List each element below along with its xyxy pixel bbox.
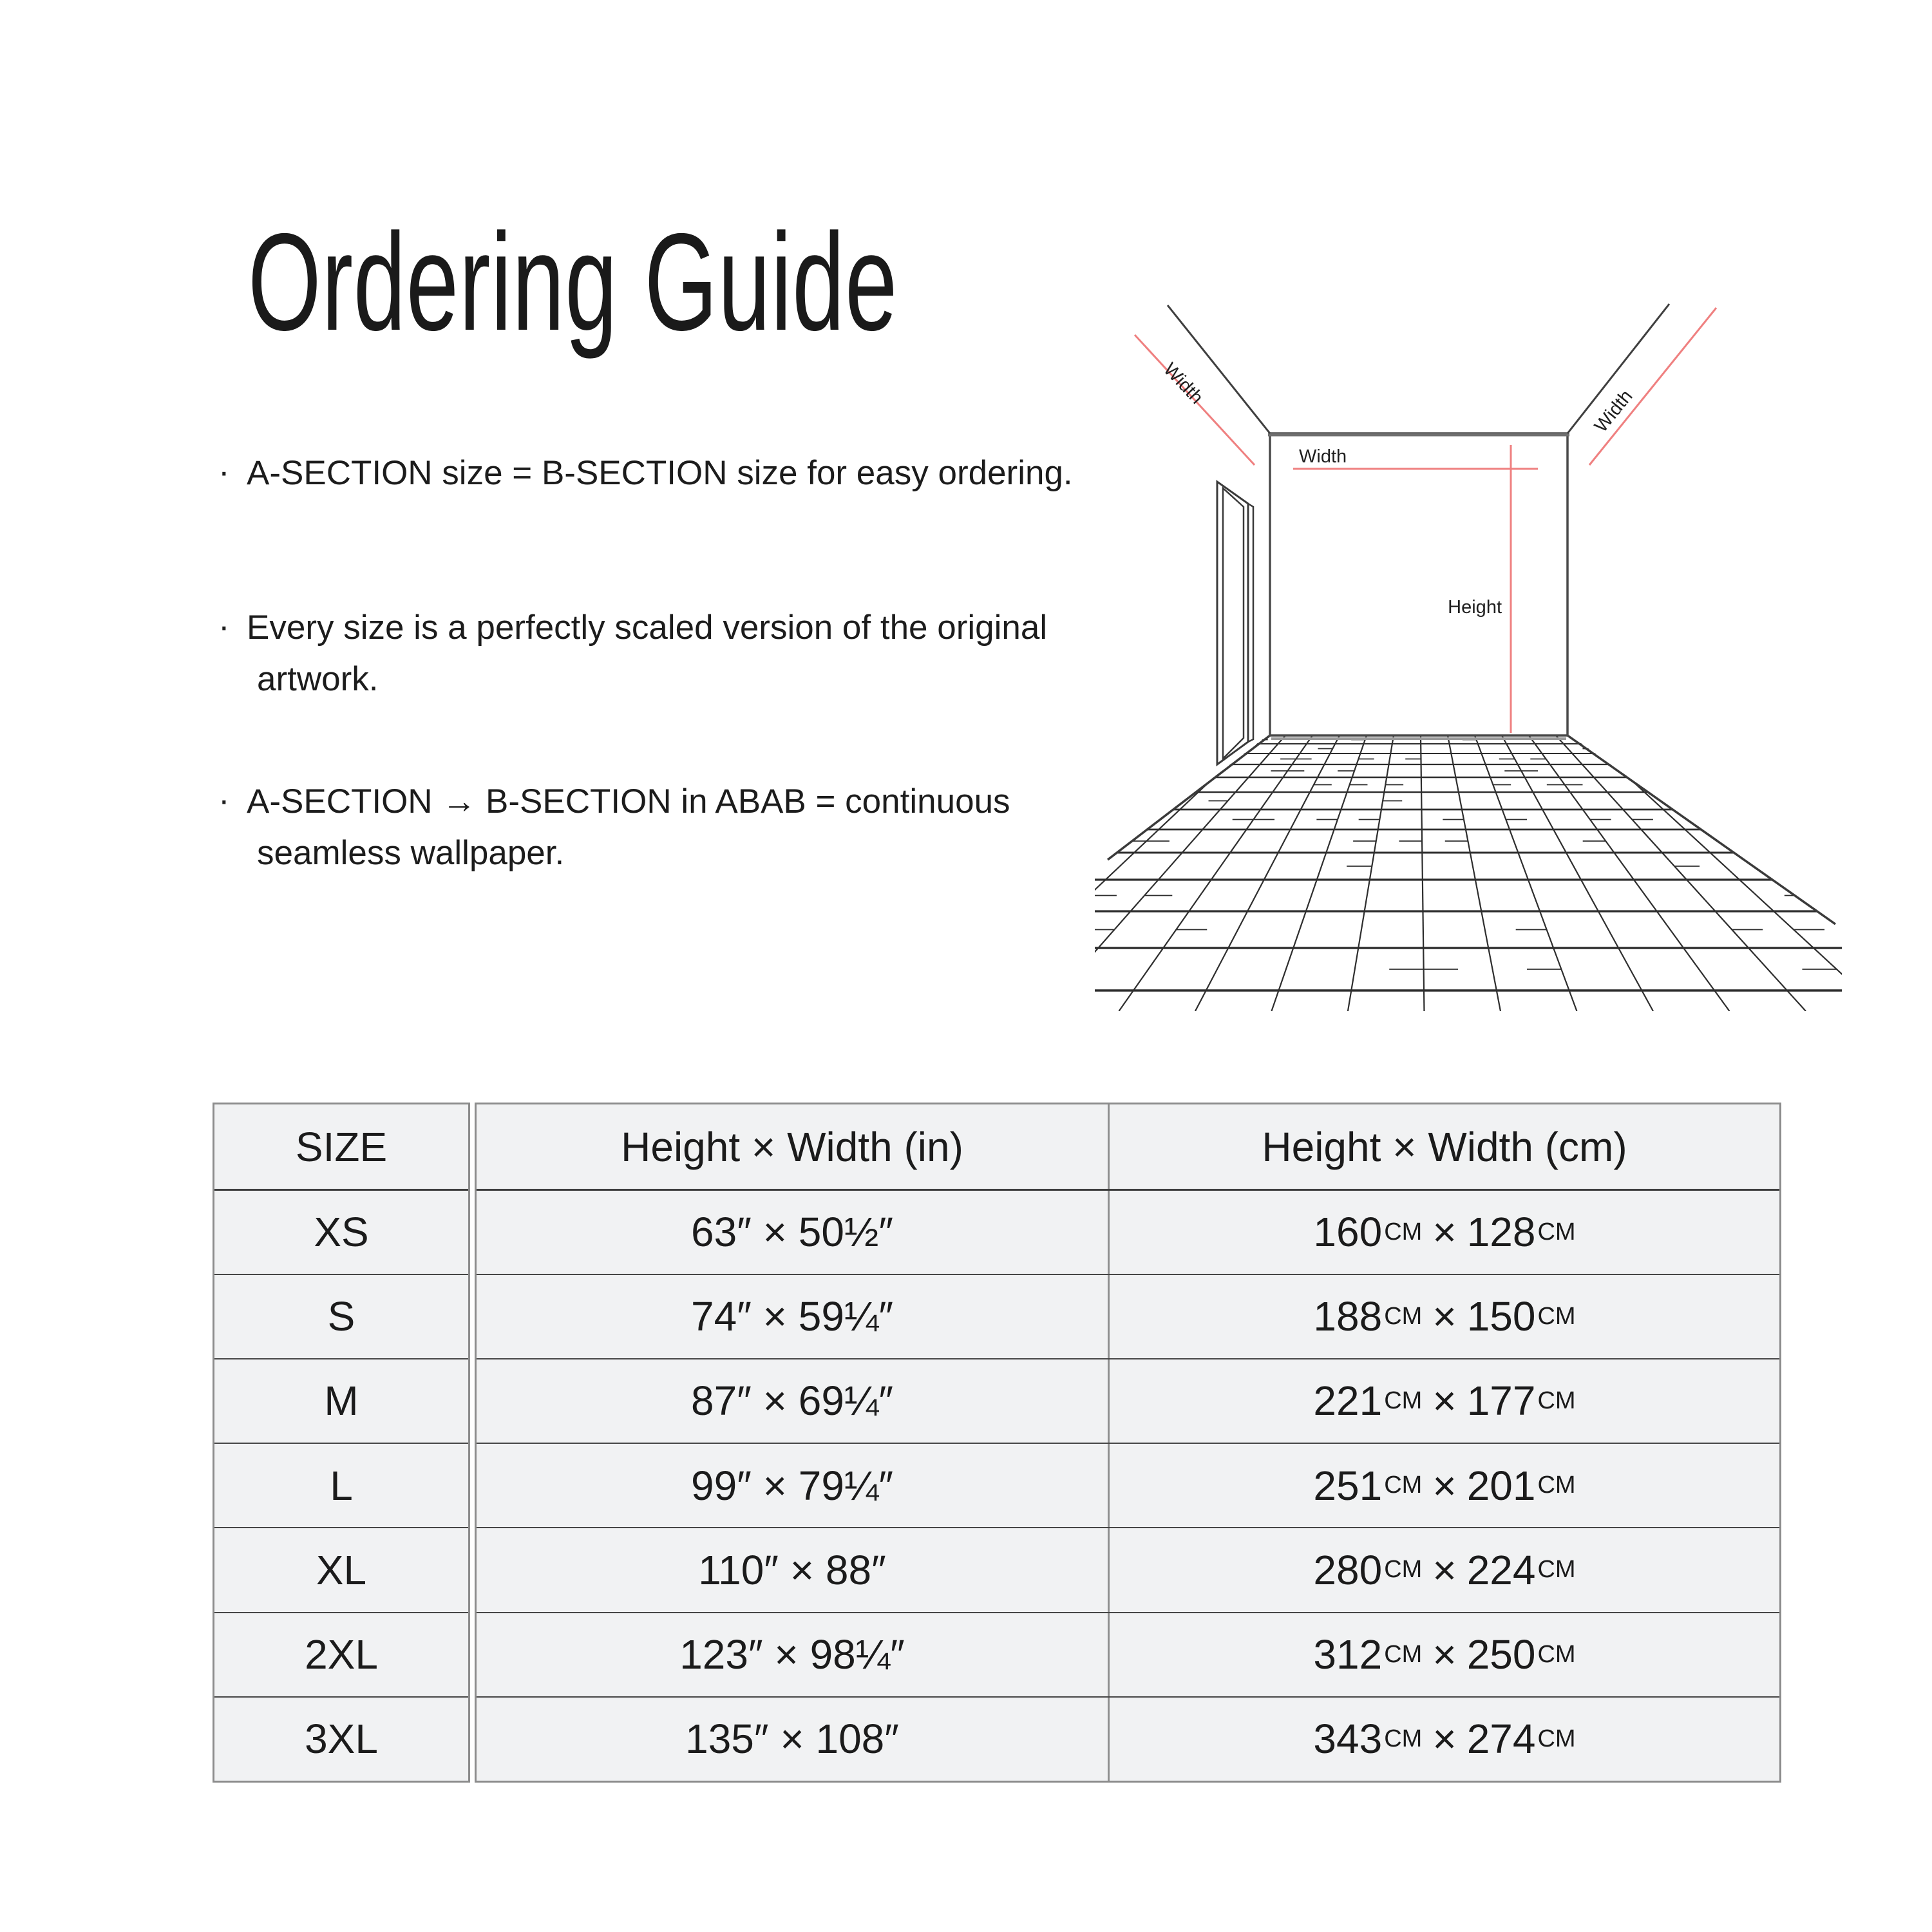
table-row xyxy=(477,1612,1779,1696)
cm-width-value: 177 xyxy=(1466,1378,1536,1425)
cm-unit: CM xyxy=(1537,1472,1576,1499)
cm-height-value: 251 xyxy=(1313,1462,1383,1509)
cm-unit: CM xyxy=(1537,1387,1576,1414)
bullet-dot: · xyxy=(218,607,230,645)
cm-width-value: 250 xyxy=(1466,1631,1536,1678)
cm-unit: CM xyxy=(1537,1218,1576,1245)
cm-unit: CM xyxy=(1537,1725,1576,1752)
cm-cell xyxy=(1110,1359,1779,1443)
inches-cell: 63″ × 50½″ xyxy=(477,1191,1110,1273)
bullet-1-line-1: A-SECTION size = B-SECTION size for easy ordering. xyxy=(247,454,1073,492)
bullet-item-3 xyxy=(209,776,1175,879)
table-row xyxy=(477,1274,1779,1358)
size-cell: 3XL xyxy=(305,1716,378,1763)
cm-unit: CM xyxy=(1384,1556,1423,1584)
width-label-back-wall: Width xyxy=(1299,446,1347,467)
size-cell: XL xyxy=(316,1546,367,1593)
inches-column-header: Height × Width (in) xyxy=(477,1104,1110,1189)
cm-unit: CM xyxy=(1537,1640,1576,1668)
bullet-item-2 xyxy=(209,602,1175,705)
cm-cell xyxy=(1110,1698,1779,1781)
cm-unit: CM xyxy=(1537,1302,1576,1330)
cm-width-value: 201 xyxy=(1466,1462,1536,1509)
cm-unit: CM xyxy=(1384,1387,1423,1414)
bullet-2-line-1: Every size is a perfectly scaled version of the original xyxy=(247,609,1048,647)
cm-height-value: 343 xyxy=(1313,1716,1383,1763)
cm-unit: CM xyxy=(1384,1302,1423,1330)
times-sign: × xyxy=(1432,1462,1457,1509)
cm-width-value: 150 xyxy=(1466,1293,1536,1340)
cm-width-value: 128 xyxy=(1466,1209,1536,1256)
cm-cell xyxy=(1110,1444,1779,1527)
table-row xyxy=(477,1527,1779,1611)
cm-cell xyxy=(1110,1191,1779,1273)
cm-unit: CM xyxy=(1384,1640,1423,1668)
cm-cell xyxy=(1110,1275,1779,1358)
inches-cell: 110″ × 88″ xyxy=(477,1528,1110,1611)
bullet-dot: · xyxy=(218,453,230,491)
cm-height-value: 221 xyxy=(1313,1378,1383,1425)
cm-unit: CM xyxy=(1384,1725,1423,1752)
size-cell: M xyxy=(324,1378,359,1425)
times-sign: × xyxy=(1432,1631,1457,1678)
inches-cell: 99″ × 79¼″ xyxy=(477,1444,1110,1527)
cm-height-value: 188 xyxy=(1313,1293,1383,1340)
table-row xyxy=(477,1443,1779,1527)
cm-height-value: 312 xyxy=(1313,1631,1383,1678)
cm-height-value: 160 xyxy=(1313,1209,1383,1256)
bullet-3-line-2: seamless wallpaper. xyxy=(257,834,565,872)
size-table-measurements xyxy=(475,1103,1781,1783)
inches-cell: 123″ × 98¼″ xyxy=(477,1613,1110,1696)
inches-cell: 74″ × 59¼″ xyxy=(477,1275,1110,1358)
table-row xyxy=(477,1189,1779,1273)
cm-cell xyxy=(1110,1613,1779,1696)
height-label: Height xyxy=(1448,597,1502,618)
floor-tile-pattern xyxy=(1095,735,1842,1011)
width-measure-line-right-wall xyxy=(1589,308,1716,465)
cm-unit: CM xyxy=(1537,1556,1576,1584)
left-wall-floor-junction xyxy=(1108,735,1270,860)
cm-cell xyxy=(1110,1528,1779,1611)
size-cell: L xyxy=(330,1462,353,1509)
width-label-right-wall: Width xyxy=(1591,386,1637,437)
cm-unit: CM xyxy=(1384,1218,1423,1245)
page-title xyxy=(248,204,1204,361)
size-table-size-column xyxy=(213,1103,470,1783)
bullet-3-line-1: A-SECTION → B-SECTION in ABAB = continuous xyxy=(247,782,1010,820)
size-cell: XS xyxy=(314,1209,369,1256)
bullet-2-line-2: artwork. xyxy=(257,660,379,698)
bullet-item-1 xyxy=(209,448,1175,499)
table-row xyxy=(477,1358,1779,1443)
times-sign: × xyxy=(1432,1209,1457,1256)
cm-height-value: 280 xyxy=(1313,1546,1383,1593)
width-label-left-wall: Width xyxy=(1159,359,1208,408)
size-cell: S xyxy=(327,1293,355,1340)
cm-width-value: 224 xyxy=(1466,1546,1536,1593)
page-title-text: Ordering Guide xyxy=(248,204,898,359)
cm-width-value: 274 xyxy=(1466,1716,1536,1763)
bullet-dot: · xyxy=(218,781,230,819)
times-sign: × xyxy=(1432,1546,1457,1593)
room-perspective-illustration xyxy=(1095,277,1842,1011)
times-sign: × xyxy=(1432,1378,1457,1425)
times-sign: × xyxy=(1432,1716,1457,1763)
size-column-header: SIZE xyxy=(295,1123,388,1170)
inches-cell: 87″ × 69¼″ xyxy=(477,1359,1110,1443)
size-cell: 2XL xyxy=(305,1631,378,1678)
table-row xyxy=(477,1696,1779,1781)
back-wall xyxy=(1270,433,1567,735)
cm-unit: CM xyxy=(1384,1472,1423,1499)
cm-column-header: Height × Width (cm) xyxy=(1262,1123,1627,1170)
inches-cell: 135″ × 108″ xyxy=(477,1698,1110,1781)
times-sign: × xyxy=(1432,1293,1457,1340)
